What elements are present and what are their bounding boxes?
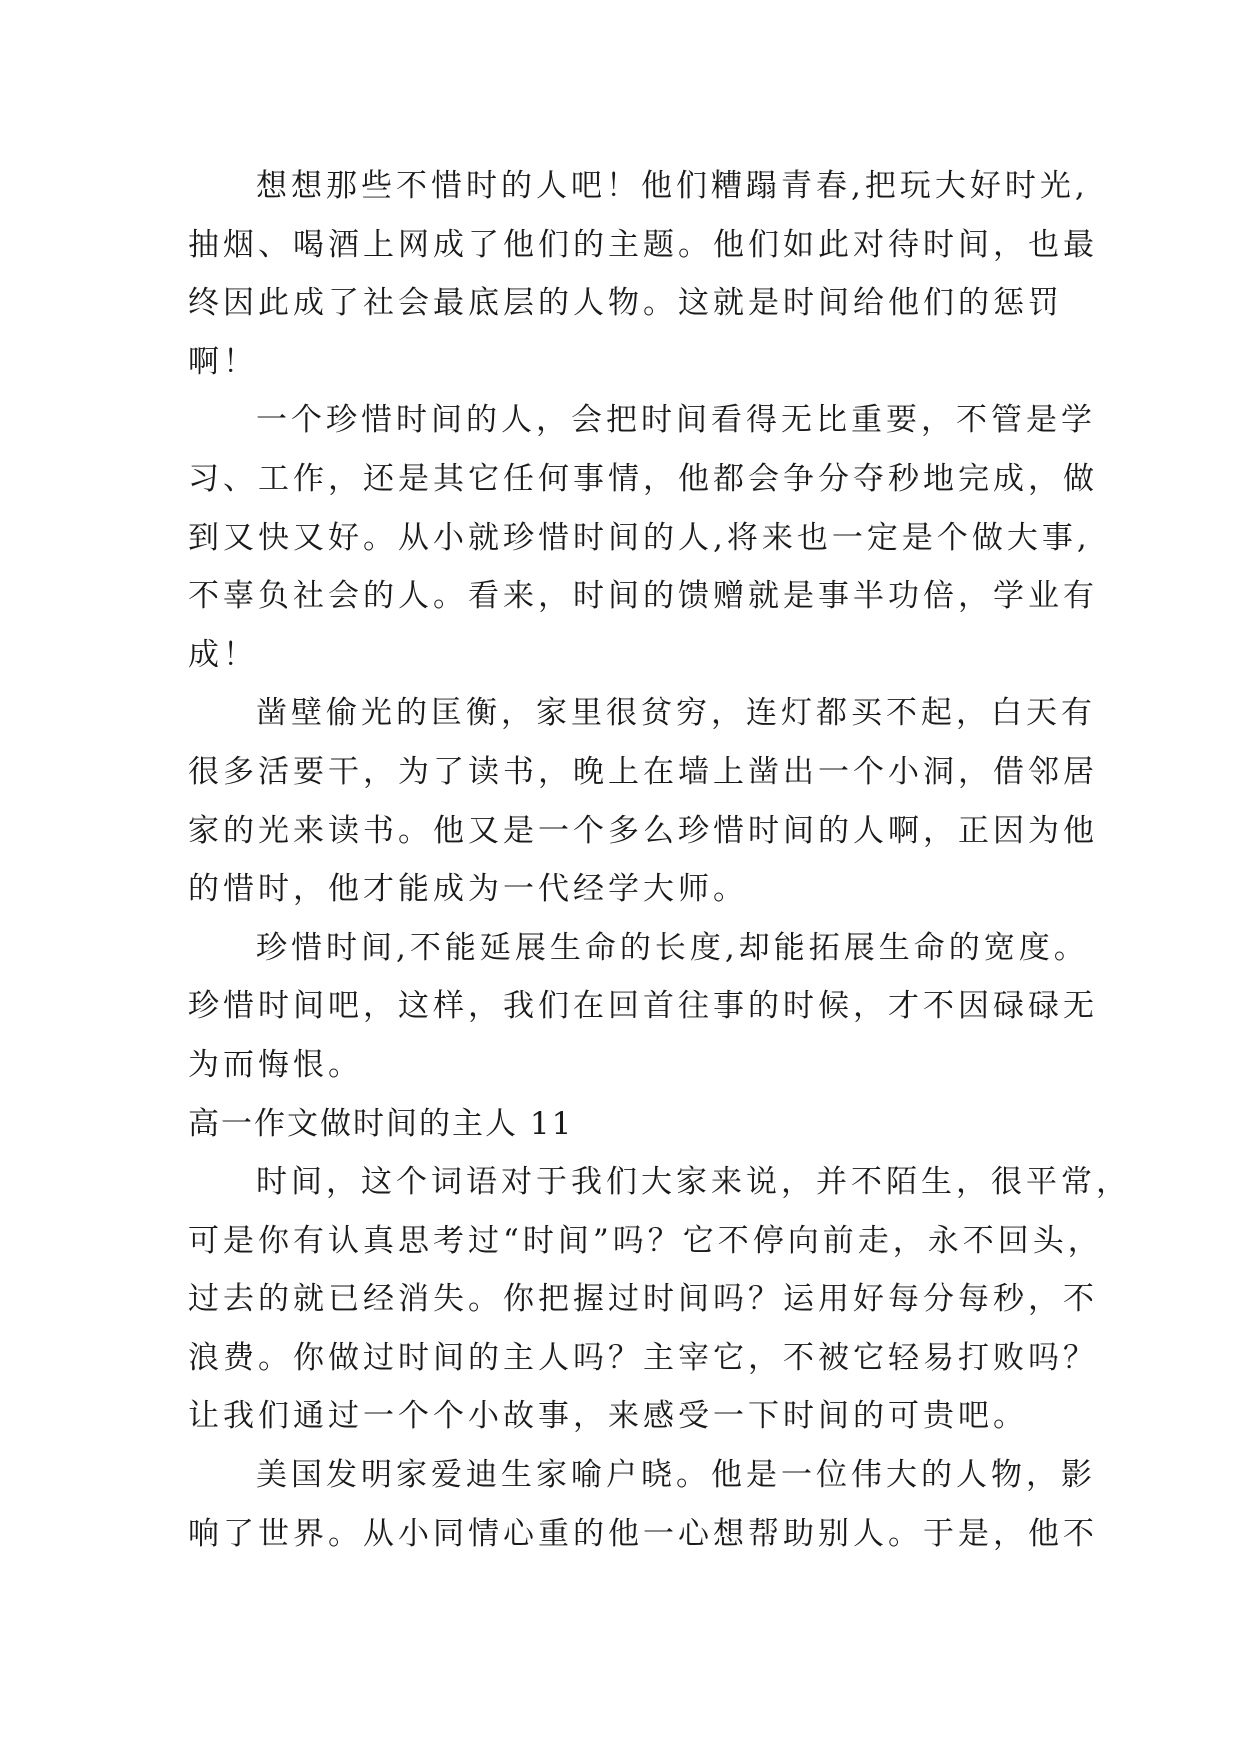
text-line: 响了世界。从小同情心重的他一心想帮助别人。于是，他不 (188, 1515, 1098, 1552)
text-line: 过去的就已经消失。你把握过时间吗？运用好每分每秒，不 (188, 1281, 1098, 1318)
text-line: 很多活要干，为了读书，晚上在墙上凿出一个小洞，借邻居 (188, 753, 1098, 790)
document-page (188, 157, 1131, 1563)
text-line: 习、工作，还是其它任何事情，他都会争分夺秒地完成，做 (188, 460, 1098, 497)
text-line: 珍惜时间吧，这样，我们在回首往事的时候，才不因碌碌无 (188, 988, 1098, 1025)
text-line: 可是你有认真思考过“时间”吗？它不停向前走，永不回头， (188, 1222, 1103, 1259)
text-line: 时间，这个词语对于我们大家来说，并不陌生，很平常， (256, 1164, 1131, 1201)
text-line: 不辜负社会的人。看来，时间的馈赠就是事半功倍，学业有 (188, 578, 1098, 615)
text-line: 啊！ (188, 343, 258, 380)
paragraph (188, 919, 1098, 1095)
text-line: 成！ (188, 636, 258, 673)
text-line: 想想那些不惜时的人吧！他们糟蹋青春,把玩大好时光, (256, 168, 1089, 204)
text-line: 为而悔恨。 (188, 1046, 363, 1083)
section-heading: 高一作文做时间的主人 11 (188, 1105, 574, 1142)
text-line: 的惜时，他才能成为一代经学大师。 (188, 871, 748, 908)
text-line: 抽烟、喝酒上网成了他们的主题。他们如此对待时间，也最 (188, 226, 1098, 263)
text-line: 到又快又好。从小就珍惜时间的人,将来也一定是个做大事, (188, 519, 1091, 556)
text-line: 一个珍惜时间的人，会把时间看得无比重要，不管是学 (256, 402, 1096, 439)
paragraph (188, 684, 1098, 918)
paragraph (188, 391, 1098, 684)
text-line: 美国发明家爱迪生家喻户晓。他是一位伟大的人物，影 (256, 1457, 1096, 1494)
text-line: 凿壁偷光的匡衡，家里很贫穷，连灯都买不起，白天有 (256, 695, 1096, 732)
paragraph (188, 1446, 1098, 1563)
paragraph (188, 157, 1098, 391)
text-line: 家的光来读书。他又是一个多么珍惜时间的人啊，正因为他 (188, 812, 1098, 849)
text-line: 终因此成了社会最底层的人物。这就是时间给他们的惩罚 (188, 285, 1063, 322)
text-line: 珍惜时间,不能延展生命的长度,却能拓展生命的宽度。 (256, 929, 1089, 966)
paragraph (188, 1153, 1131, 1446)
text-line: 让我们通过一个个小故事，来感受一下时间的可贵吧。 (188, 1398, 1028, 1435)
text-line: 浪费。你做过时间的主人吗？主宰它，不被它轻易打败吗？ (188, 1339, 1098, 1376)
